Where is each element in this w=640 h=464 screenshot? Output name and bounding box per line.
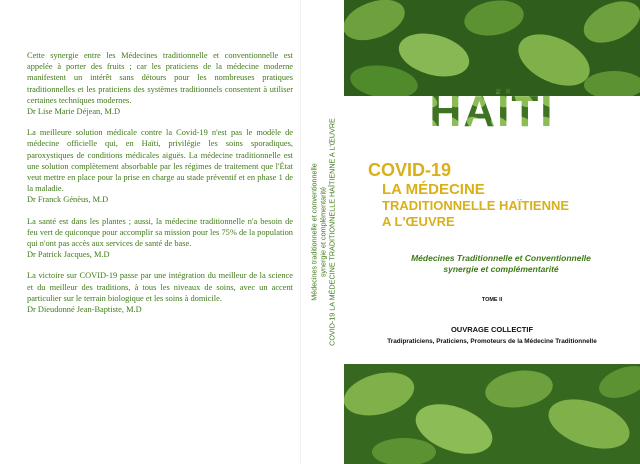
quote-2-signature: Dr Franck Génèus, M.D [27, 195, 109, 205]
subtitle-line-1: Médecines Traditionnelle et Conventionnelle [411, 253, 591, 263]
authors-line: Tradipraticiens, Praticiens, Promoteurs de la Médecine Traditionnelle [387, 338, 597, 345]
tome-label: TOME II [481, 297, 503, 303]
back-cover [0, 0, 300, 464]
quote-4 [27, 270, 293, 315]
haiti-title-graphic [344, 88, 640, 132]
mint-leaves-top-image [344, 0, 640, 96]
title-line-3: TRADITIONNELLE HAÏTIENNE [382, 198, 570, 213]
quote-3-signature: Dr Patrick Jacques, M.D [27, 250, 110, 260]
subtitle-line-2: synergie et complémentarité [443, 264, 559, 274]
title-line-1: COVID-19 [368, 160, 452, 180]
quote-4-text: La victoire sur COVID-19 passe par une intégration du meilleur de la science et du meilleur des traditions, à tous les niveaux de soins, avec un accent particulier sur le terrain biologique et les soins à domicile. [27, 271, 293, 303]
quote-3 [27, 216, 293, 261]
haiti-word: HAÏTI [429, 88, 555, 132]
quote-1-signature: Dr Lise Marie Déjean, M.D [27, 107, 121, 117]
spine-subtitle-1: Médecines traditionnelle et conventionnelle [309, 163, 319, 301]
book-spine [300, 0, 345, 464]
front-cover [344, 0, 640, 464]
quote-2 [27, 127, 293, 205]
mint-leaves-bottom-image [344, 364, 640, 464]
quote-3-text: La santé est dans les plantes ; aussi, la médecine traditionnelle n'a besoin de feu vert de quiconque pour accomplir sa mission pour les 75% de la population qui n'ont pas accès aux services de santé de base. [27, 216, 293, 249]
back-cover-text [27, 50, 293, 325]
quote-2-text: La meilleure solution médicale contre la Covid-19 n'est pas le modèle de médecine officielle qui, en Haïti, privilégie les soins sporadiques, paroxystiques de conditions médicales aiguës. La médecine traditionnelle est une solution complètement absorbable par les régimes de traitement que l'État veut mettre en place pour la prise en charge au stade préventif et en phase 1 de la maladie. [27, 128, 293, 194]
title-line-2: LA MÉDECINE [382, 181, 485, 198]
quote-4-signature: Dr Dieudonné Jean-Baptiste, M.D [27, 305, 142, 315]
spine-title: COVID-19 LA MÉDECINE TRADITIONNELLE HAÏTIENNE A L'ŒUVRE [327, 118, 337, 346]
spine-text [310, 12, 337, 452]
collective-label: OUVRAGE COLLECTIF [450, 325, 534, 334]
spine-subtitle-2: synergie et complémentarité [318, 186, 328, 278]
book-title [368, 160, 628, 230]
title-line-4: A L'ŒUVRE [382, 214, 455, 229]
quote-1 [27, 50, 293, 117]
book-subtitle [368, 253, 634, 275]
quote-1-text: Cette synergie entre les Médecines traditionnelle et conventionnelle est appelée à porter des fruits ; car les praticiens de la médecine moderne manifestent un intérêt sans détours pour les nombreuses pratiques traditionnelles et les praticiens des systèmes traditionnels consentent à utiliser certaines techniques modernes. [27, 51, 293, 105]
